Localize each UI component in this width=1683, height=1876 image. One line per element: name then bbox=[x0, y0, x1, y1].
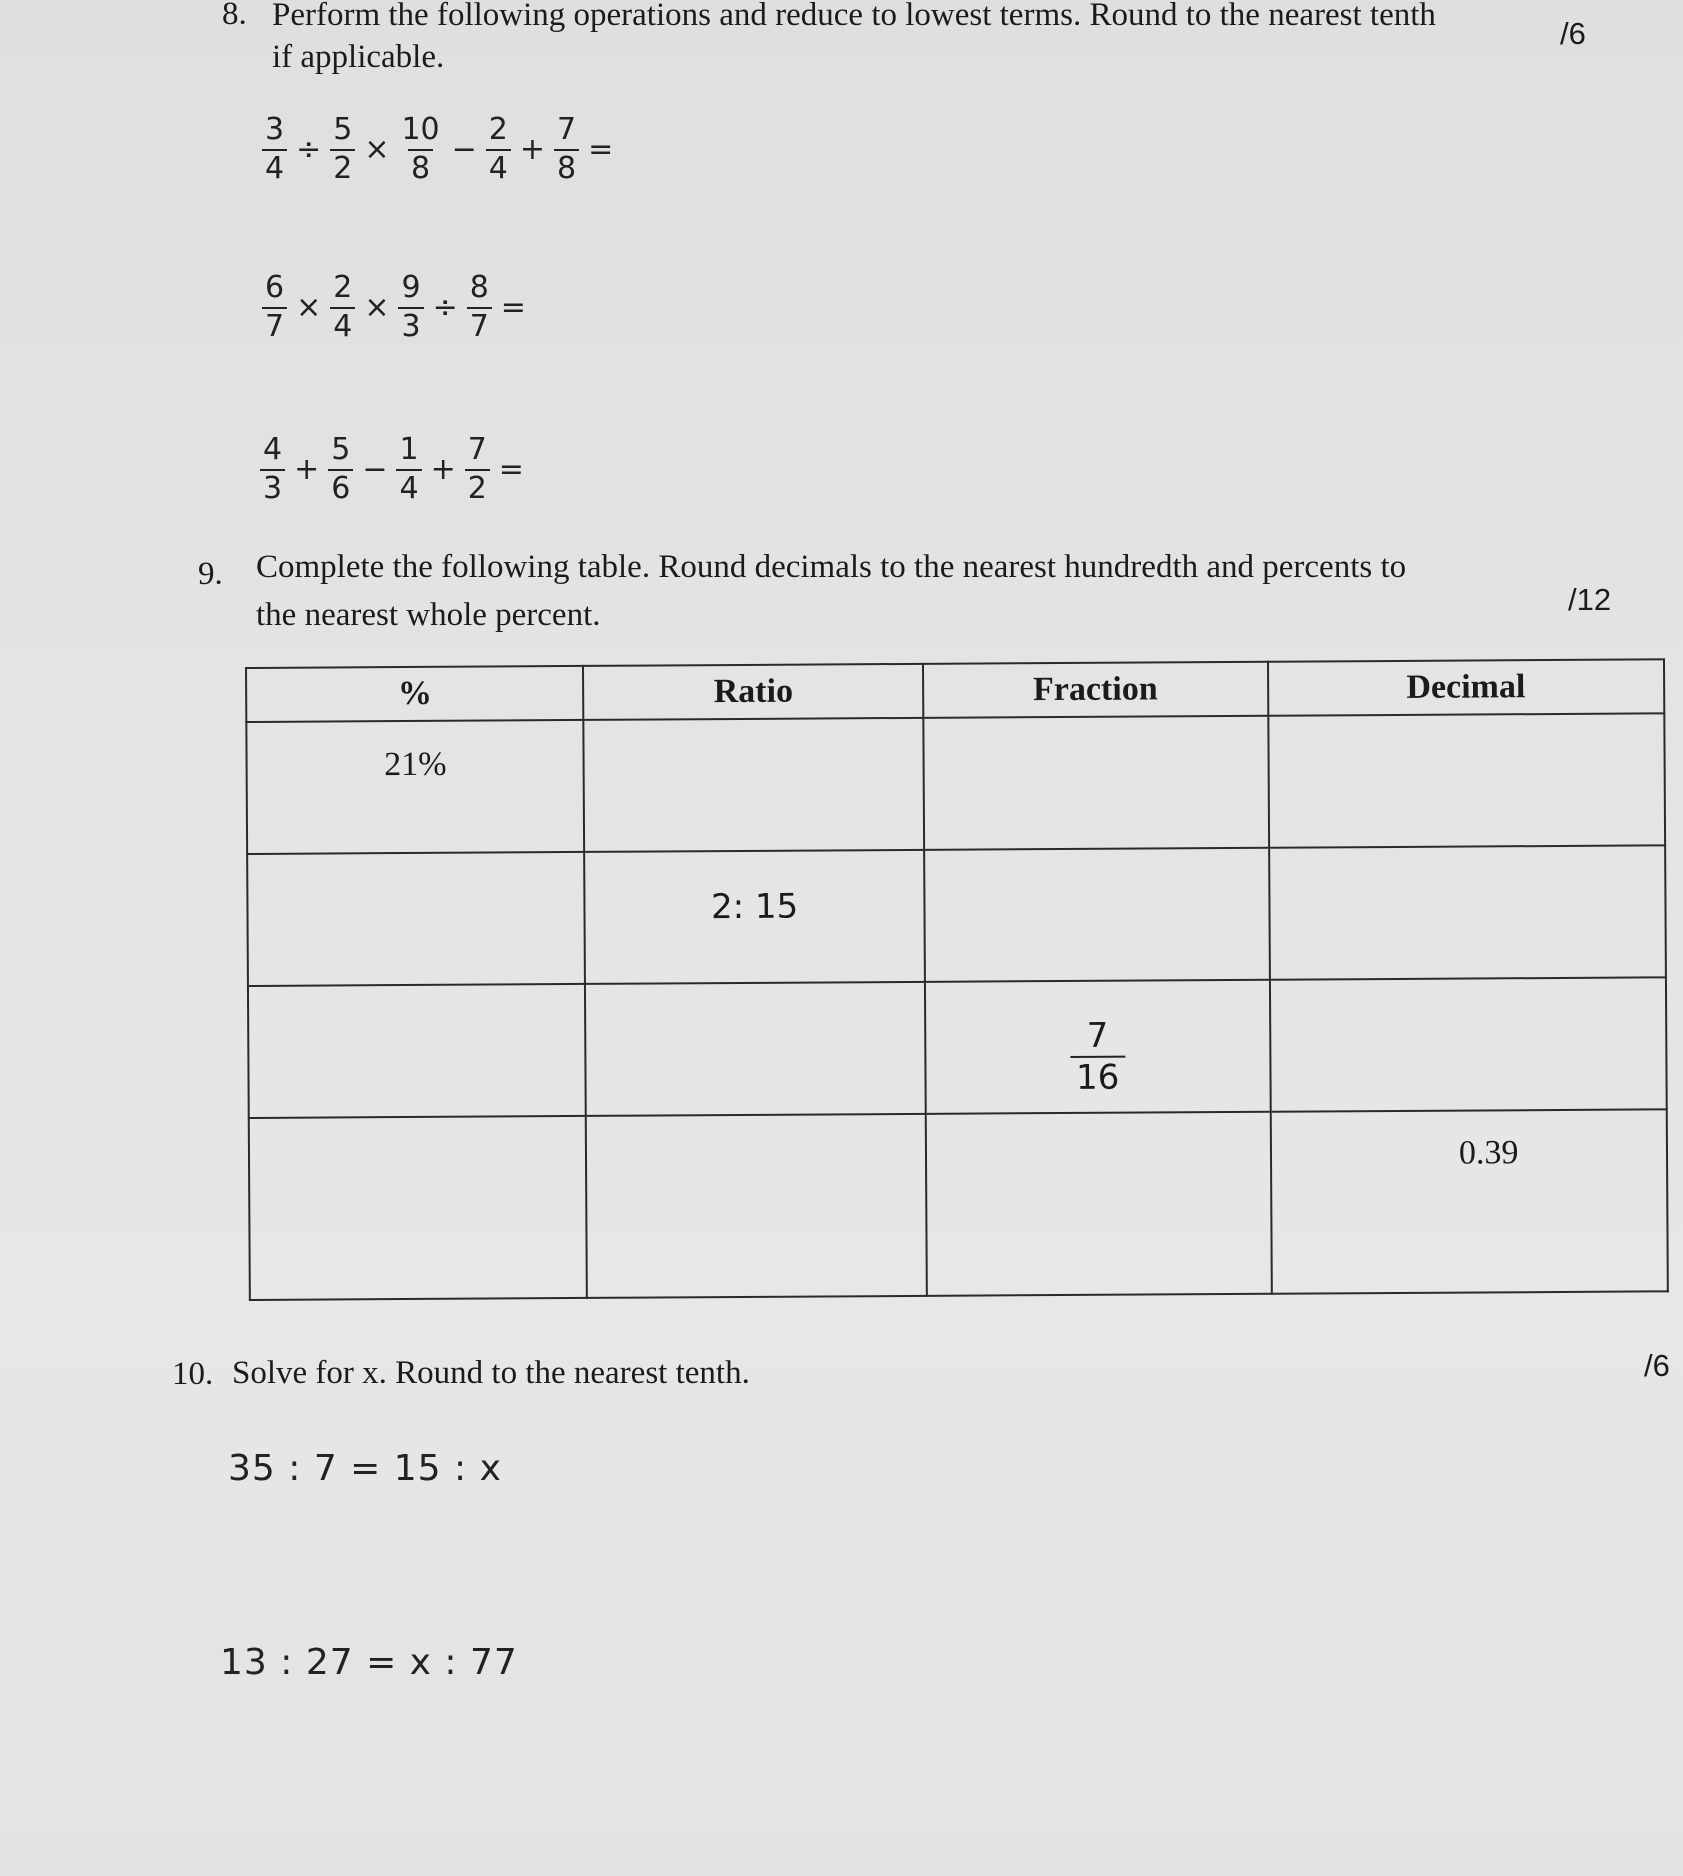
question-10-number: 10. bbox=[172, 1356, 214, 1392]
equals-sign: = bbox=[498, 452, 524, 488]
plus-sign: + bbox=[519, 132, 546, 168]
header-decimal: Decimal bbox=[1267, 659, 1664, 715]
question-10-score: /6 bbox=[1644, 1348, 1670, 1383]
fraction: $\frac{5}{2}$ bbox=[330, 112, 355, 187]
minus-sign: − bbox=[451, 132, 477, 168]
divide-sign: ÷ bbox=[432, 290, 458, 326]
fraction: $\frac{2}{4}$ bbox=[330, 270, 355, 345]
question-8-score: /6 bbox=[1560, 16, 1586, 51]
cell-ratio bbox=[585, 982, 925, 1116]
multiply-sign: × bbox=[364, 132, 390, 168]
header-ratio: Ratio bbox=[583, 664, 923, 720]
cell-percent bbox=[248, 984, 586, 1118]
cell-decimal bbox=[1268, 713, 1665, 847]
cell-fraction bbox=[925, 980, 1270, 1114]
cell-ratio bbox=[586, 1114, 927, 1298]
equals-sign: = bbox=[500, 290, 526, 326]
divide-sign: ÷ bbox=[296, 132, 322, 168]
equals-sign: = bbox=[588, 132, 614, 168]
cell-percent: 21% bbox=[246, 720, 584, 854]
cell-ratio bbox=[584, 718, 924, 852]
plus-sign: + bbox=[430, 452, 456, 488]
cell-percent bbox=[249, 1116, 588, 1300]
header-percent: % bbox=[246, 666, 584, 722]
question-9-text-line1: Complete the following table. Round decimals to the nearest hundredth and percents to bbox=[256, 549, 1407, 585]
cell-fraction bbox=[923, 716, 1268, 850]
cell-percent bbox=[247, 852, 585, 986]
cell-decimal: 0.39 bbox=[1270, 1109, 1668, 1293]
conversion-table bbox=[245, 658, 1669, 1301]
cell-fraction bbox=[926, 1112, 1272, 1296]
fraction: $\frac{5}{6}$ bbox=[328, 432, 353, 507]
question-9-score: /12 bbox=[1568, 582, 1612, 617]
question-8-number: 8. bbox=[222, 0, 247, 32]
table-row bbox=[248, 977, 1667, 1118]
expression-1 bbox=[258, 112, 618, 187]
expression-3 bbox=[256, 432, 529, 507]
question-8-text-line1: Perform the following operations and reduce to lowest terms. Round to the nearest tenth bbox=[272, 0, 1436, 33]
fraction-seven-sixteenths: $\frac{7}{16}$ bbox=[1070, 1016, 1126, 1098]
fraction: $\frac{1}{4}$ bbox=[396, 432, 421, 507]
table-row bbox=[247, 845, 1666, 986]
question-9-number: 9. bbox=[198, 556, 223, 592]
fraction: $\frac{10}{8}$ bbox=[401, 112, 440, 186]
fraction: $\frac{3}{4}$ bbox=[262, 112, 287, 187]
fraction: $\frac{6}{7}$ bbox=[262, 270, 287, 345]
header-fraction: Fraction bbox=[923, 662, 1268, 718]
plus-sign: + bbox=[294, 452, 320, 488]
fraction: $\frac{8}{7}$ bbox=[467, 270, 492, 345]
cell-decimal bbox=[1269, 977, 1666, 1111]
cell-ratio: 2: 15 bbox=[585, 850, 925, 984]
multiply-sign: × bbox=[364, 290, 390, 326]
equation-1: 35 : 7 = 15 : x bbox=[228, 1448, 502, 1489]
cell-fraction bbox=[924, 848, 1269, 982]
question-9-text-line2: the nearest whole percent. bbox=[256, 597, 601, 633]
fraction: $\frac{7}{8}$ bbox=[554, 112, 579, 187]
cell-decimal bbox=[1269, 845, 1666, 979]
question-8-text-line2: if applicable. bbox=[272, 39, 445, 75]
multiply-sign: × bbox=[296, 290, 322, 326]
table-row bbox=[249, 1109, 1668, 1300]
fraction: $\frac{7}{2}$ bbox=[465, 432, 490, 507]
table-header-row bbox=[246, 659, 1664, 722]
equation-2: 13 : 27 = x : 77 bbox=[220, 1642, 518, 1683]
question-10-text: Solve for x. Round to the nearest tenth. bbox=[232, 1355, 750, 1391]
fraction: $\frac{2}{4}$ bbox=[486, 112, 511, 187]
fraction: $\frac{4}{3}$ bbox=[260, 432, 285, 507]
fraction: $\frac{9}{3}$ bbox=[398, 270, 423, 345]
expression-2 bbox=[258, 270, 531, 345]
minus-sign: − bbox=[362, 452, 388, 488]
table-row bbox=[246, 713, 1665, 854]
